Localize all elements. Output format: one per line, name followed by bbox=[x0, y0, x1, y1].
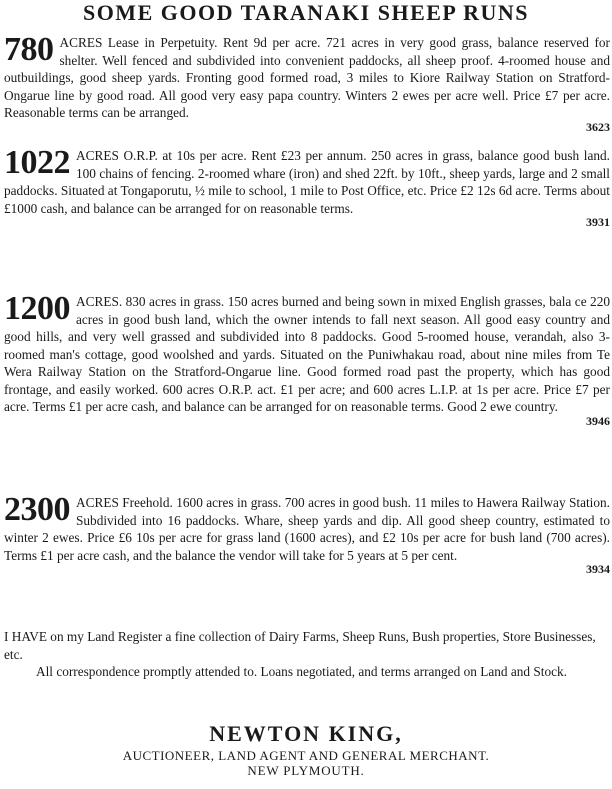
page-title: SOME GOOD TARANAKI SHEEP RUNS bbox=[82, 0, 530, 25]
agent-name: NEWTON KING, bbox=[209, 721, 403, 746]
correspondence-note: All correspondence promptly attended to. Loans negotiated, and terms arranged on Land and Stock. bbox=[36, 664, 567, 679]
signature-block bbox=[0, 720, 612, 778]
agent-location: NEW PLYMOUTH. bbox=[247, 763, 365, 778]
register-note-line: I HAVE on my Land Register a fine collection of Dairy Farms, Sheep Runs, Bush properties, Store Businesses, etc. bbox=[4, 629, 596, 662]
listing-description: ACRES. 830 acres in grass. 150 acres burned and being sown in mixed English grasses, bala ce 220 acres in good bush land, which the owner intends to fall next season. All good easy country and good hills, and very well grassed and subdivided into 8 paddocks. Good 5-roomed house, verandah, also 3-roomed man's cottage, good woolshed and yards. Situated on the Puniwhakau road, about nine miles from Te Wera Railway Station on the Stratford-Ongarue line. Good formed road past the property, which has good frontage, and easily worked. 600 acres O.R.P. act. £1 per acre; and 600 acres L.I.P. at 1s per acre. Price £7 per acre. Terms £1 per acre cash, and balance can be arranged for on reasonable terms. Good 2 ewe country. bbox=[4, 294, 610, 414]
listing-acreage: 1022 bbox=[4, 144, 70, 181]
listing-1022 bbox=[4, 144, 610, 229]
listing-description: ACRES Freehold. 1600 acres in grass. 700 acres in good bush. 11 miles to Hawera Railway Station. Subdivided into 16 paddocks. Whare, sheep yards and dip. All good sheep country, estimated to winter 2 ewes. Price £6 10s per acre for grass land (1600 acres), and £2 10s per acre for bush land (700 acres). Terms £1 per acre cash, and the balance the vendor will take for 5 years at 5 per cent. bbox=[4, 495, 610, 563]
listing-reference: 3946 bbox=[586, 413, 610, 428]
listing-acreage: 1200 bbox=[4, 290, 70, 327]
register-note bbox=[4, 628, 610, 681]
listing-780 bbox=[4, 31, 610, 134]
agent-role: AUCTIONEER, LAND AGENT AND GENERAL MERCHANT. bbox=[122, 748, 490, 763]
listing-acreage: 780 bbox=[4, 31, 54, 68]
listing-description: ACRES Lease in Perpetuity. Rent 9d per acre. 721 acres in very good grass, balance reserved for shelter. Well fenced and subdivided into convenient paddocks, all sheep proof. 4-roomed house and outbuildings, good sheep yards. Fronting good formed road, 3 miles to Kiore Railway Station on Stratford-Ongarue line by good road. All good very easy papa country. Winters 2 ewes per acre well. Price £7 per acre. Reasonable terms can be arranged. bbox=[4, 35, 610, 120]
listing-2300 bbox=[4, 491, 610, 576]
listing-description: ACRES O.R.P. at 10s per acre. Rent £23 per annum. 250 acres in grass, balance good bush land. 100 chains of fencing. 2-roomed whare (iron) and shed 22ft. by 10ft., sheep yards, large and 2 small paddocks. Situated at Tongaporutu, ½ mile to school, 1 mile to Post Office, etc. Price £2 12s 6d acre. Terms about £1000 cash, and balance can be arranged for on reasonable terms. bbox=[4, 148, 610, 216]
listing-acreage: 2300 bbox=[4, 491, 70, 528]
listing-1200 bbox=[4, 290, 610, 428]
listing-reference: 3931 bbox=[586, 215, 610, 229]
listing-reference: 3623 bbox=[586, 119, 610, 134]
listing-reference: 3934 bbox=[586, 562, 610, 576]
